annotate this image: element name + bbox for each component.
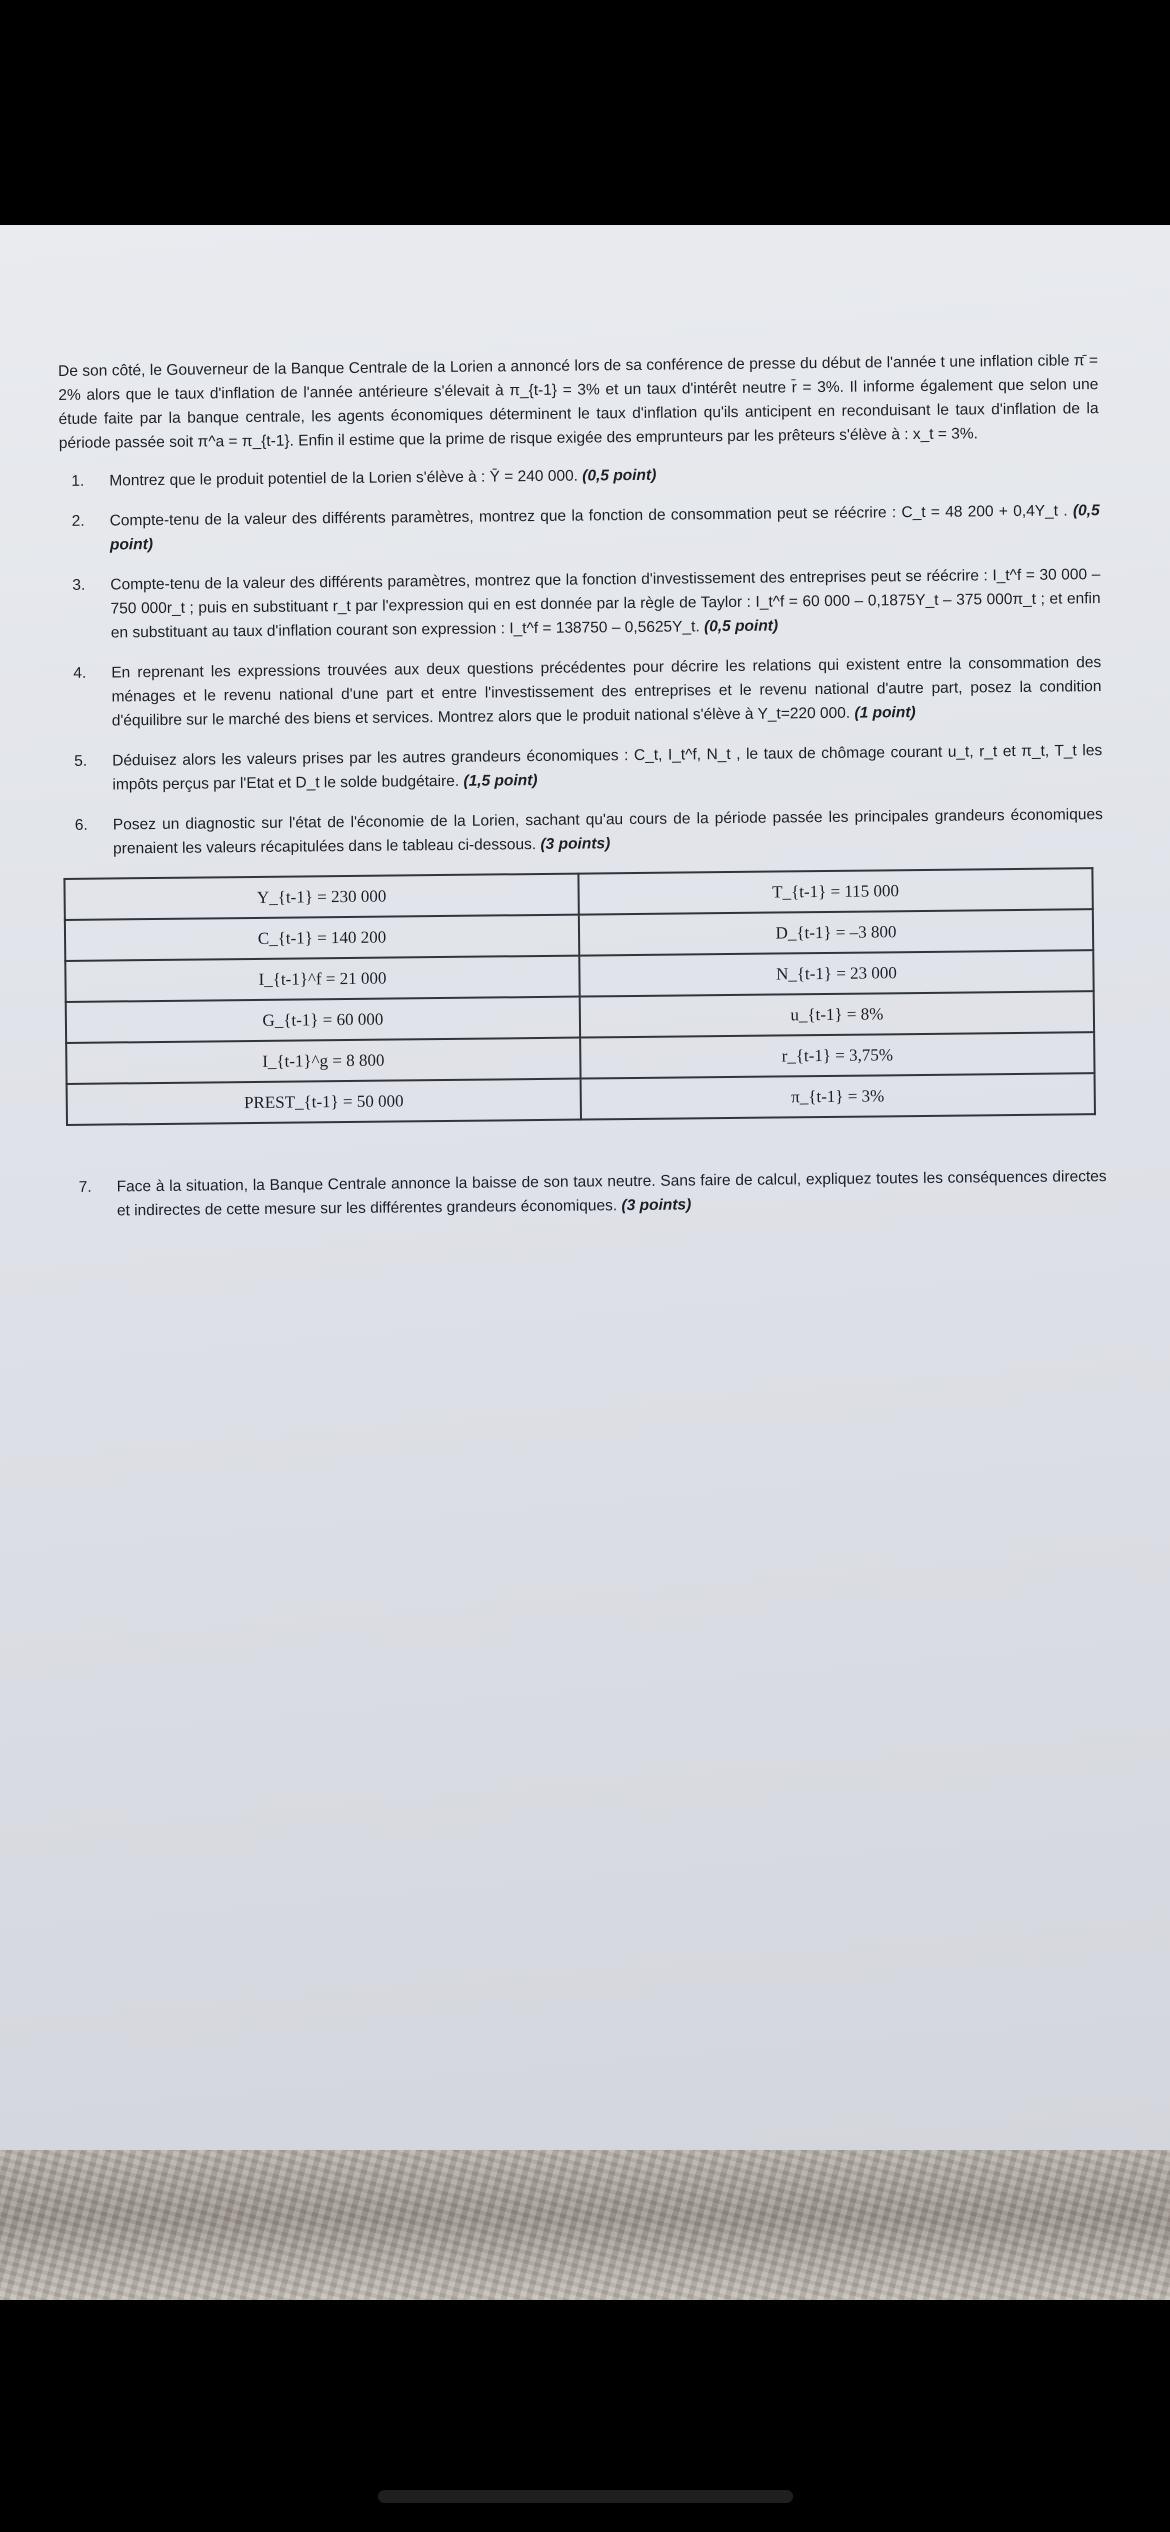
question-number: 4. (73, 664, 87, 682)
question-3 (60, 563, 1101, 646)
table-cell: PREST_{t-1} = 50 000 (67, 1079, 581, 1125)
table-cell: N_{t-1} = 23 000 (579, 950, 1093, 996)
question-points: (1,5 point) (463, 772, 538, 790)
question-points: (1 point) (854, 704, 916, 722)
question-points: (3 points) (540, 835, 611, 853)
home-indicator[interactable] (378, 2490, 793, 2503)
table-cell: I_{t-1}^f = 21 000 (65, 956, 579, 1002)
question-text: Face à la situation, la Banque Centrale annonce la baisse de son taux neutre. Sans faire de calcul, expliquez toutes les conséquences directes et indirectes de cette mesure sur les différentes grandeurs économiques. (116, 1168, 1107, 1220)
table-cell: Y_{t-1} = 230 000 (64, 874, 578, 920)
question-list (59, 459, 1103, 862)
table-cell: G_{t-1} = 60 000 (66, 997, 580, 1043)
question-number: 2. (71, 512, 85, 530)
question-number: 6. (74, 816, 88, 834)
table-cell: T_{t-1} = 115 000 (578, 868, 1092, 914)
question-points: (0,5 point) (109, 502, 1100, 554)
question-1 (59, 459, 1099, 494)
question-text: Posez un diagnostic sur l'état de l'économie de la Lorien, sachant qu'au cours de la période passée les principales grandeurs économiques prenaient les valeurs récapitulées dans le tableau ci-dessous. (112, 806, 1103, 858)
question-number: 3. (72, 576, 86, 594)
previous-period-table (63, 867, 1096, 1126)
question-list-continued (67, 1165, 1107, 1224)
table-cell: C_{t-1} = 140 200 (65, 915, 579, 961)
question-5 (62, 739, 1102, 798)
question-7 (67, 1165, 1107, 1224)
question-number: 7. (78, 1178, 92, 1196)
table-cell: u_{t-1} = 8% (580, 991, 1094, 1037)
fabric-background (0, 2150, 1170, 2300)
question-text: Montrez que le produit potentiel de la Lorien s'élève à : Ȳ = 240 000. (109, 467, 579, 490)
question-number: 5. (74, 752, 88, 770)
question-6 (63, 803, 1103, 862)
question-text: Compte-tenu de la valeur des différents paramètres, montrez que la fonction de consommation peut se réécrire : C_t = 48 200 + 0,4Y_t . (109, 502, 1068, 530)
table-cell: π_{t-1} = 3% (581, 1073, 1095, 1119)
question-number: 1. (71, 472, 85, 490)
question-text: Compte-tenu de la valeur des différents paramètres, montrez que la fonction d'investissement des entreprises peut se réécrire : I_t^f = 30 000 – 750 000r_t ; puis en substituant r_t par l'expression qui en est donnée par la règle de Taylor : I_t^f = 60 000 – 0,1875Y_t – 375 000π_t ; et enfin en substituant au taux d'inflation courant son expression : I_t^f = 138750 – 0,5625Y_t. (110, 566, 1101, 642)
question-points: (3 points) (621, 1196, 692, 1215)
question-2 (60, 499, 1100, 558)
question-4 (61, 651, 1102, 734)
table-cell: I_{t-1}^g = 8 800 (66, 1038, 580, 1084)
question-points: (0,5 point) (582, 466, 657, 485)
question-text: En reprenant les expressions trouvées aux deux questions précédentes pour décrire les relations qui existent entre la consommation des ménages et le revenu national d'une part et entre l'investissement des entreprises et le revenu national d'autre part, posez la condition d'équilibre sur le marché des biens et services. Montrez alors que le produit national s'élève à Y_t=220 000. (111, 654, 1102, 730)
table-cell: D_{t-1} = –3 800 (579, 909, 1093, 955)
question-points: (0,5 point) (703, 617, 779, 636)
intro-paragraph: De son côté, le Gouverneur de la Banque Centrale de la Lorien a annoncé lors de sa conférence de presse du début de l'année t une inflation cible π̄ = 2% alors que le taux d'inflation de l'année antérieure s'élevait à π_{t-1} = 3% et un taux d'intérêt neutre r̄ = 3%. Il informe également que selon une étude faite par la banque centrale, les agents économiques déterminent le taux d'inflation qu'ils anticipent en reconduisant le taux d'inflation de la période passée soit π^a = π_{t-1}. Enfin il estime que la prime de risque exigée des emprunteurs par les prêteurs s'élève à : x_t = 3%. (58, 352, 1099, 452)
exam-document (58, 349, 1107, 1240)
question-text: Déduisez alors les valeurs prises par les autres grandeurs économiques : C_t, I_t^f, N_t , le taux de chômage courant u_t, r_t et π_t, T_t les impôts perçus par l'Etat et D_t le solde budgétaire. (112, 742, 1103, 794)
table-cell: r_{t-1} = 3,75% (580, 1032, 1094, 1078)
